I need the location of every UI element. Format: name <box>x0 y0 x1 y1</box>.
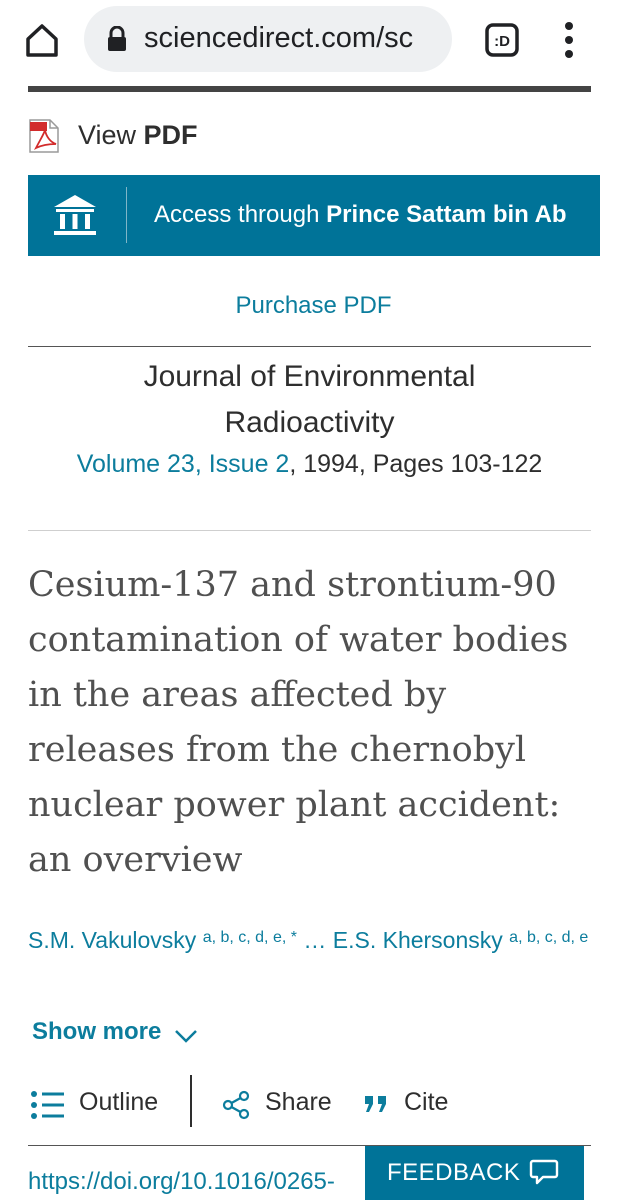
outline-label: Outline <box>79 1088 159 1116</box>
author-last-affiliations[interactable]: a, b, c, d, e <box>509 929 589 946</box>
doi-link[interactable]: https://doi.org/10.1016/0265- <box>28 1168 335 1195</box>
tab-switcher-icon[interactable] <box>484 22 520 58</box>
cite-button[interactable] <box>363 1086 453 1122</box>
access-prefix: Access through <box>154 201 327 228</box>
author-last[interactable]: E.S. Khersonsky <box>332 927 503 953</box>
lock-icon <box>106 26 128 52</box>
address-bar[interactable] <box>84 6 452 72</box>
chat-bubble-icon <box>529 1158 559 1186</box>
share-label: Share <box>265 1088 332 1116</box>
journal-name[interactable] <box>28 354 591 446</box>
share-button[interactable] <box>222 1086 332 1122</box>
browser-toolbar <box>0 0 619 84</box>
view-pdf-prefix: View <box>78 120 144 150</box>
site-header-bar <box>28 86 591 92</box>
volume-line <box>28 450 591 479</box>
access-divider <box>126 187 127 243</box>
show-more-button[interactable] <box>32 1018 199 1046</box>
author-first[interactable]: S.M. Vakulovsky <box>28 927 197 953</box>
section-divider <box>28 346 591 347</box>
volume-issue-link[interactable]: Volume 23, Issue 2 <box>76 450 290 478</box>
pdf-icon <box>28 118 60 154</box>
share-icon <box>222 1090 250 1120</box>
institution-icon <box>52 193 98 237</box>
tab-switcher-label: :D <box>494 33 510 50</box>
view-pdf-label <box>78 120 198 151</box>
access-institution: Prince Sattam bin Ab <box>326 201 567 228</box>
menu-dots-icon[interactable] <box>562 18 576 62</box>
show-more-label: Show more <box>32 1018 162 1045</box>
quote-icon <box>363 1090 389 1116</box>
purchase-pdf-link[interactable]: Purchase PDF <box>235 292 392 319</box>
title-divider <box>28 530 591 531</box>
journal-name-line2: Radioactivity <box>224 406 395 439</box>
article-title: Cesium-137 and strontium-90 contamination of water bodies in the areas affected by releases from the chernobyl nuclear power plant accident: an overview <box>28 565 569 880</box>
feedback-button[interactable] <box>365 1146 584 1200</box>
author-first-affiliations[interactable]: a, b, c, d, e, * <box>202 929 297 946</box>
access-label <box>154 201 567 229</box>
author-list <box>28 920 594 958</box>
volume-details: , 1994, Pages 103-122 <box>289 450 543 478</box>
chevron-down-icon <box>173 1027 199 1045</box>
toolbar-divider <box>190 1075 192 1127</box>
outline-button[interactable] <box>30 1086 170 1122</box>
institutional-access-button[interactable] <box>28 175 600 256</box>
view-pdf-bold: PDF <box>143 120 198 150</box>
outline-list-icon <box>30 1090 66 1120</box>
home-icon[interactable] <box>22 20 62 60</box>
journal-name-line1: Journal of Environmental <box>143 360 476 393</box>
cite-label: Cite <box>404 1088 449 1116</box>
url-text: sciencedirect.com/sc <box>144 22 414 54</box>
feedback-label: FEEDBACK <box>387 1159 521 1186</box>
author-ellipsis: … <box>296 927 333 953</box>
